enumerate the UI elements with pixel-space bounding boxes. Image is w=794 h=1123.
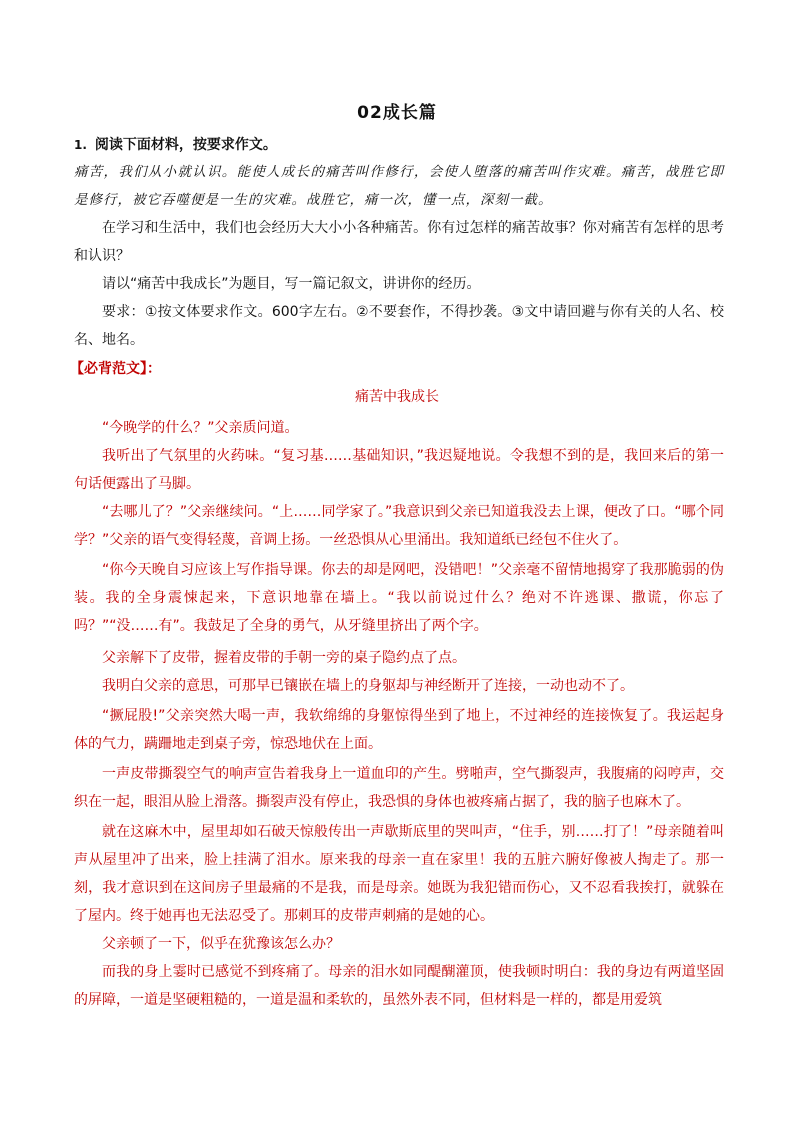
essay-paragraph: “你今天晚自习应该上写作指导课。你去的却是网吧，没错吧！”父亲毫不留情地揭穿了我那脆弱的伪装。我的全身震悚起来，下意识地靠在墙上。“我以前说过什么？绝对不许逃课、撒谎，你忘了吗？”“没……有”。我鼓足了全身的勇气，从牙缝里挤出了两个字。 [74, 562, 724, 634]
question-number: 1. [74, 138, 87, 152]
question-text: 阅读下面材料，按要求作文。 [94, 137, 277, 153]
essay-paragraph: 而我的身上霎时已感觉不到疼痛了。母亲的泪水如同醍醐灌顶，使我顿时明白：我的身边有两道坚固的屏障，一道是坚硬粗糙的，一道是温和柔软的，虽然外表不同，但材料是一样的，都是用爱筑 [74, 964, 724, 1008]
essay-paragraph: “今晚学的什么？”父亲质问道。 [102, 420, 299, 436]
essay-paragraph: 一声皮带撕裂空气的响声宣告着我身上一道血印的产生。劈啪声，空气撕裂声，我腹痛的闷哼声，交织在一起，眼泪从脸上滑落。撕裂声没有停止，我恐惧的身体也被疼痛占据了，我的脑子也麻木了。 [74, 766, 724, 810]
question-line [74, 134, 277, 154]
prompt-paragraph-3: 请以“痛苦中我成长”为题目，写一篇记叙文，讲讲你的经历。 [102, 276, 481, 292]
prompt-quote: 痛苦，我们从小就认识。能使人成长的痛苦叫作修行，会使人堕落的痛苦叫作灾难。痛苦，战胜它即是修行，被它吞噬便是一生的灾难。战胜它，痛一次，懂一点，深刻一截。 [74, 164, 724, 208]
essay-title: 痛苦中我成长 [355, 389, 439, 405]
essay-paragraph: 我明白父亲的意思，可那早已镶嵌在墙上的身躯却与神经断开了连接，一动也动不了。 [102, 678, 634, 694]
essay-paragraph: 父亲顿了一下，似乎在犹豫该怎么办？ [102, 936, 340, 952]
essay-paragraph: 父亲解下了皮带，握着皮带的手朝一旁的桌子隐约点了点。 [102, 650, 466, 666]
essay-paragraph: “去哪儿了？”父亲继续问。“上……同学家了。”我意识到父亲已知道我没去上课，便改了口。“哪个同学？”父亲的语气变得轻蔑，音调上扬。一丝恐惧从心里涌出。我知道纸已经包不住火了。 [74, 504, 724, 548]
essay-paragraph: 我听出了气氛里的火药味。“复习基……基础知识，”我迟疑地说。令我想不到的是，我回来后的第一句话便露出了马脚。 [74, 448, 724, 492]
prompt-requirements: 要求：①按文体要求作文。600字左右。②不要套作，不得抄袭。③文中请回避与你有关的人名、校名、地名。 [74, 304, 724, 348]
essay-paragraph: 就在这麻木中，屋里却如石破天惊般传出一声歇斯底里的哭叫声，“住手，别……打了！”母亲随着叫声从屋里冲了出来，脸上挂满了泪水。原来我的母亲一直在家里！我的五脏六腑好像被人掏走了。那一刻，我才意识到在这间房子里最痛的不是我，而是母亲。她既为我犯错而伤心，又不忍看我挨打，就躲在了屋内。终于她再也无法忍受了。那刺耳的皮带声刺痛的是她的心。 [74, 824, 724, 924]
prompt-paragraph-2: 在学习和生活中，我们也会经历大大小小各种痛苦。你有过怎样的痛苦故事？你对痛苦有怎样的思考和认识？ [74, 220, 724, 264]
page-title: 02成长篇 [357, 103, 437, 123]
essay-paragraph: “撅屁股!”父亲突然大喝一声，我软绵绵的身躯惊得坐到了地上，不过神经的连接恢复了。我运起身体的气力，蹒跚地走到桌子旁，惊恐地伏在上面。 [74, 708, 724, 752]
sample-essay-header: 【必背范文】： [70, 361, 161, 377]
